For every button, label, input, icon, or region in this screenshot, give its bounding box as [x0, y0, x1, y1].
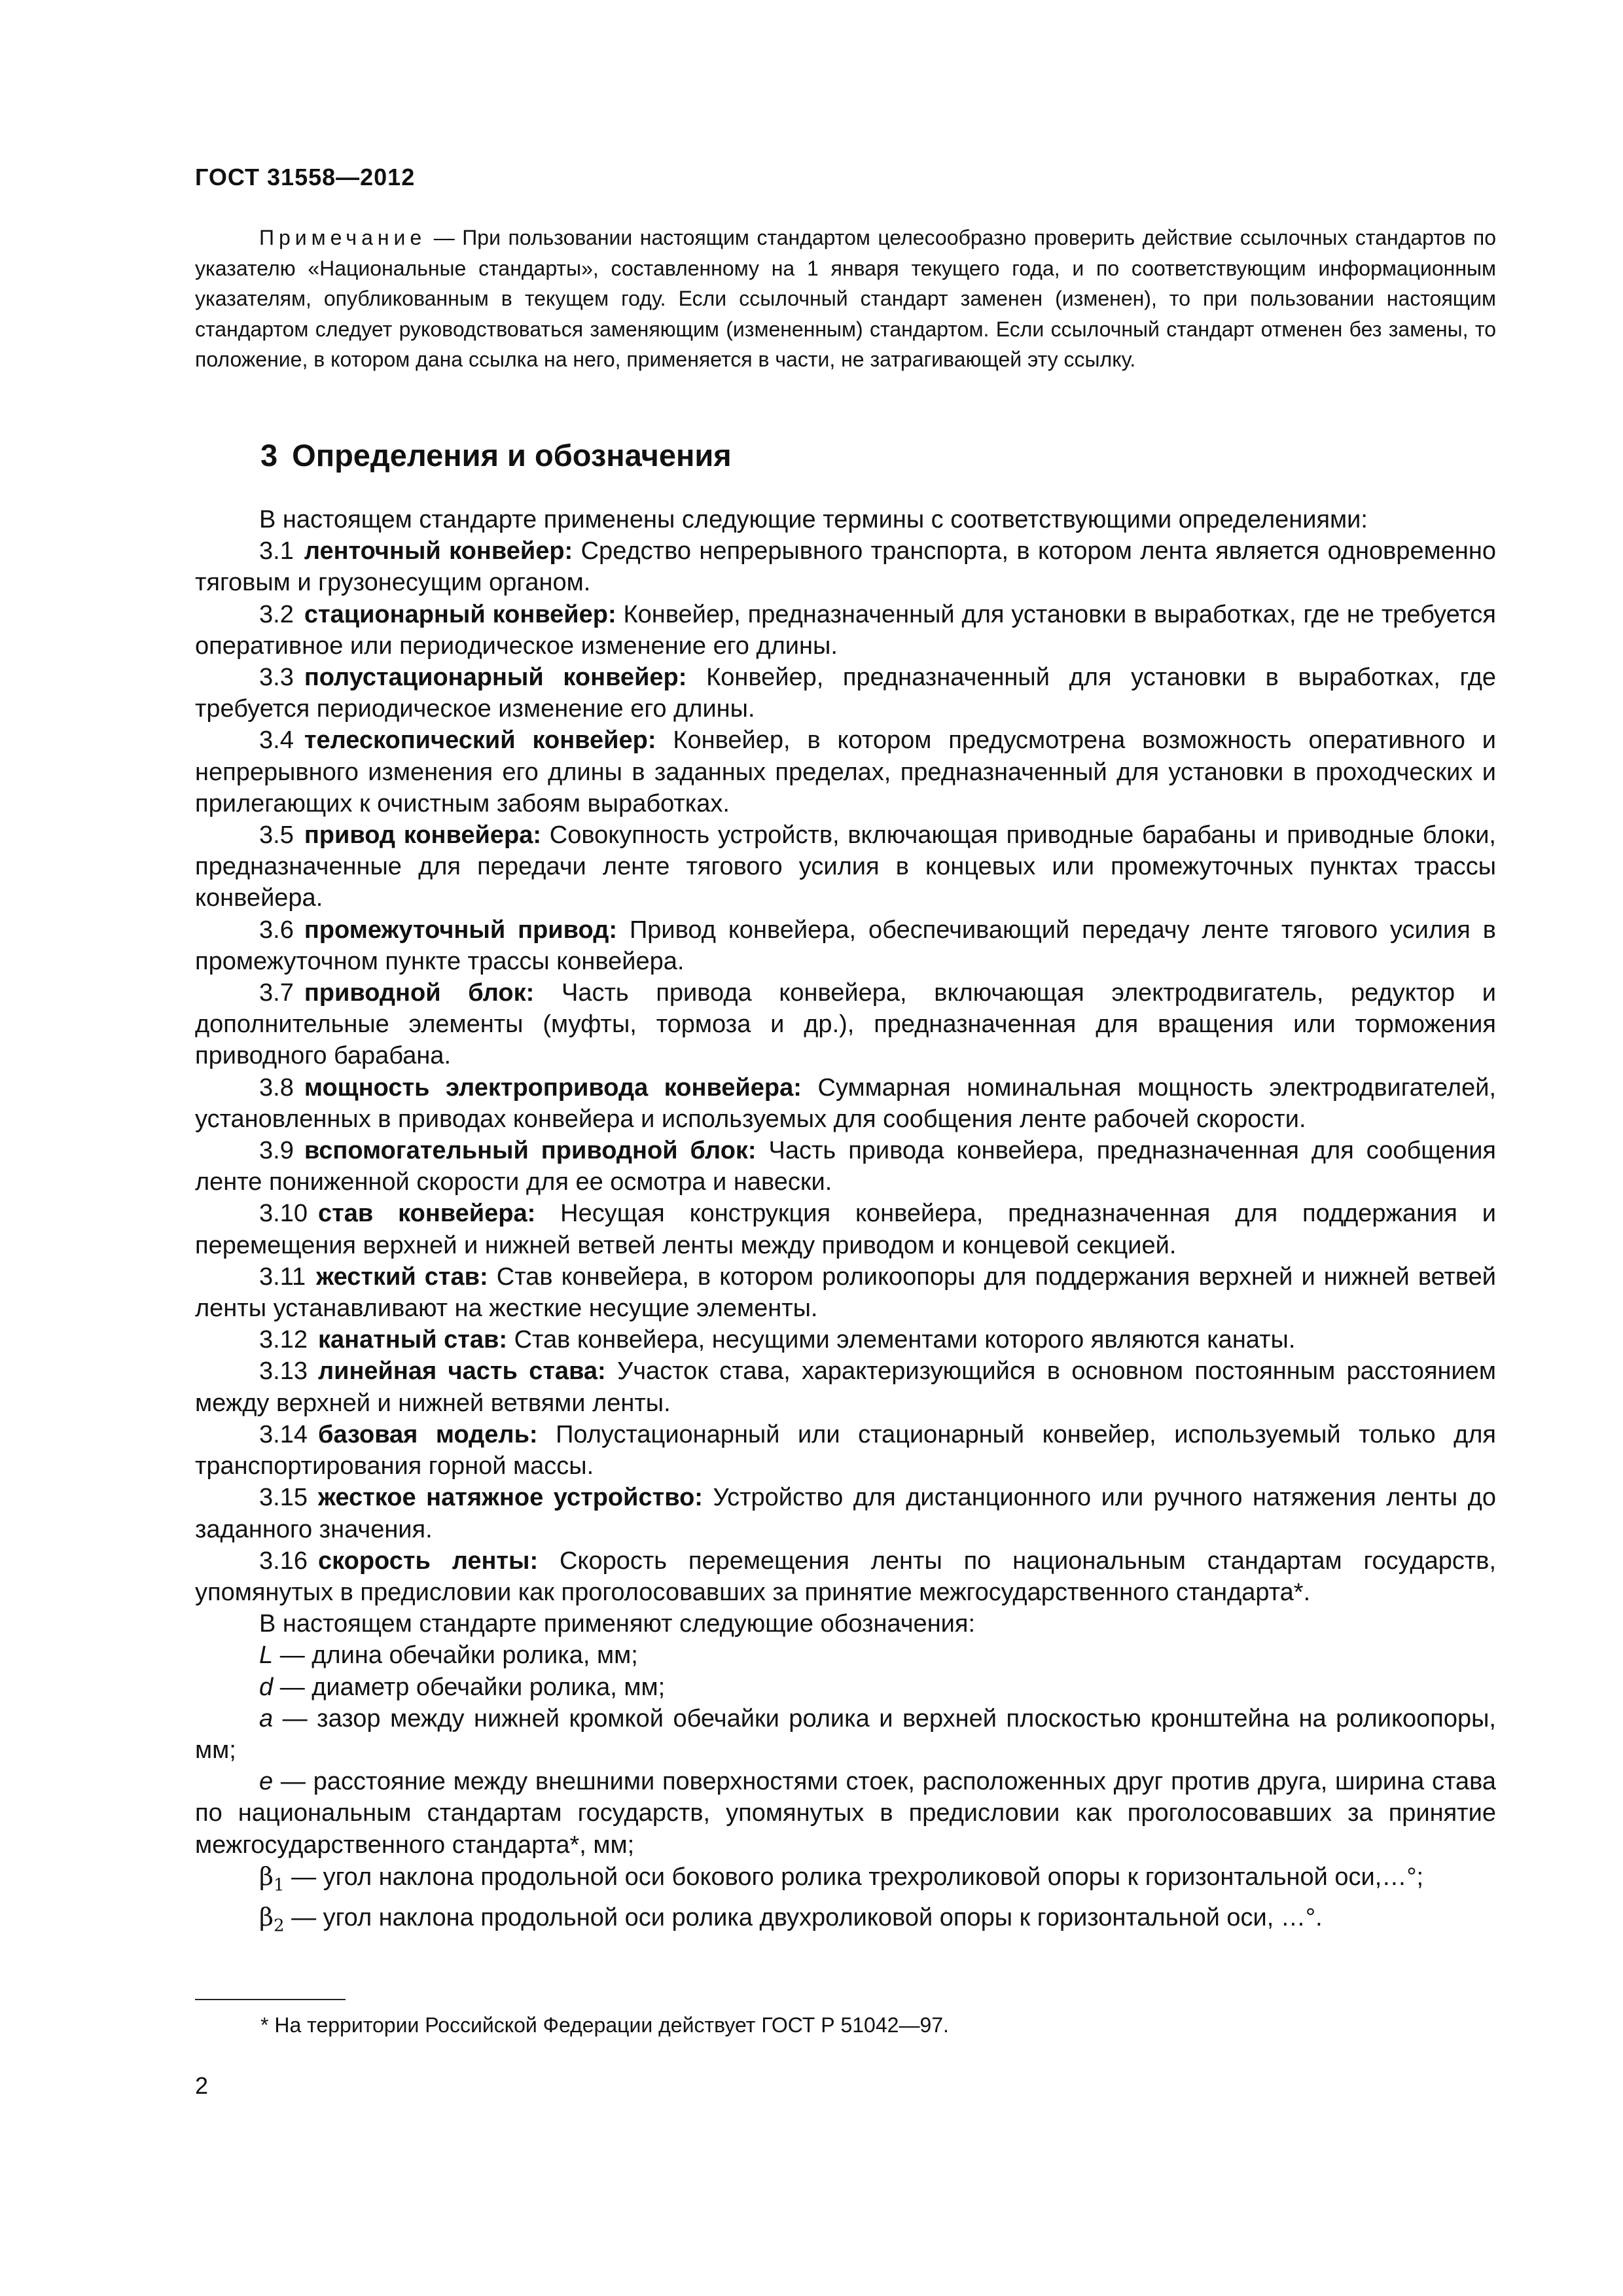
angle-text: — угол наклона продольной оси ролика двухроликовой опоры к горизонтальной оси, …°. — [284, 1903, 1323, 1931]
term-number: 3.10 — [259, 1200, 308, 1228]
term-number: 3.14 — [259, 1420, 308, 1448]
term-text: Участок става, характеризующийся в основном постоянным расстоянием между верхней и нижней ветвями ленты. — [195, 1357, 1496, 1417]
symbol: d — [259, 1673, 274, 1701]
section-number: 3 — [260, 438, 278, 473]
symbol-definition — [195, 1703, 1496, 1766]
term-definition — [195, 662, 1496, 725]
term-definition — [195, 599, 1496, 662]
angle-letter: β — [259, 1902, 274, 1931]
term-text: Конвейер, предназначенный для установки в выработках, где не требуется оперативное или периодическое изменение его длины. — [195, 600, 1497, 660]
term-definition — [195, 977, 1496, 1072]
term-number: 3.8 — [259, 1073, 294, 1102]
document-id-header: ГОСТ 31558—2012 — [195, 164, 416, 190]
term-number: 3.5 — [259, 821, 294, 850]
term-definition — [195, 819, 1496, 914]
term-definition — [195, 535, 1496, 598]
note-paragraph — [195, 223, 1496, 375]
term-text: Средство непрерывного транспорта, в котором лента является одновременно тяговым и грузонесущим органом. — [195, 537, 1496, 597]
term-definition — [195, 1072, 1496, 1135]
term-name: стационарный конвейер: — [304, 600, 616, 628]
symbol-text: — длина обечайки ролика, мм; — [273, 1641, 638, 1670]
term-number: 3.7 — [259, 979, 294, 1007]
term-definition — [195, 1135, 1496, 1198]
term-definition — [195, 1261, 1496, 1324]
term-number: 3.15 — [259, 1484, 308, 1512]
term-definition — [195, 914, 1496, 977]
term-text: Привод конвейера, обеспечивающий передачу ленте тягового усилия в промежуточном пункте трассы конвейера. — [195, 916, 1496, 975]
term-name: канатный став: — [317, 1326, 508, 1354]
angle-subscript: 1 — [273, 1875, 285, 1895]
term-name: жесткий став: — [316, 1263, 488, 1291]
term-text: Часть привода конвейера, включающая электродвигатель, редуктор и дополнительные элементы (муфты, тормоза и др.), предназначенная для вращения или торможения приводного барабана. — [195, 979, 1496, 1070]
symbols-intro: В настоящем стандарте применяют следующие обозначения: — [259, 1610, 976, 1638]
term-name: полустационарный конвейер: — [304, 664, 687, 692]
term-number: 3.12 — [259, 1326, 308, 1354]
symbol: e — [259, 1768, 274, 1796]
symbol-definition — [195, 1766, 1496, 1861]
term-name: промежуточный привод: — [304, 916, 618, 944]
symbol-definition — [195, 1672, 1496, 1703]
footnote-divider — [195, 1999, 346, 2000]
term-definition — [195, 1545, 1496, 1608]
term-name: привод конвейера: — [304, 821, 541, 850]
term-text: Скорость перемещения ленты по национальным стандартам государств, упомянутых в предисловии как проголосовавших за принятие межгосударственного стандарта*. — [195, 1547, 1496, 1606]
term-number: 3.13 — [259, 1357, 308, 1386]
angle-definition — [195, 1861, 1496, 1901]
note-text: — При пользовании настоящим стандартом целесообразно проверить действие ссылочных стандартов по указателю «Национальные стандарты», составленному на 1 января текущего года, и по соответствующим информационным указателям, опубликованным в текущем году. Если ссылочный стандарт заменен (изменен), то при пользовании настоящим стандартом следует руководствоваться заменяющим (измененным) стандартом. Если ссылочный стандарт отменен без замены, то положение, в котором дана ссылка на него, применяется в части, не затрагивающей эту ссылку. — [195, 226, 1496, 371]
term-text: Конвейер, предназначенный для установки в выработках, где требуется периодическое изменение его длины. — [195, 664, 1496, 723]
term-definition — [195, 1324, 1496, 1355]
symbol: a — [259, 1704, 274, 1732]
term-name: ленточный конвейер: — [304, 537, 573, 565]
term-name: вспомогательный приводной блок: — [304, 1137, 757, 1165]
term-number: 3.16 — [259, 1547, 308, 1575]
term-number: 3.11 — [259, 1263, 306, 1291]
term-name: став конвейера: — [317, 1200, 536, 1228]
section-heading — [260, 437, 732, 473]
term-text: Устройство для дистанционного или ручного натяжения ленты до заданного значения. — [195, 1484, 1496, 1543]
term-name: приводной блок: — [304, 979, 535, 1007]
term-text: Совокупность устройств, включающая приводные барабаны и приводные блоки, предназначенные для передачи ленте тягового усилия в концевых или промежуточных пунктах трассы конвейера. — [195, 821, 1496, 912]
term-name: жесткое натяжное устройство: — [317, 1484, 703, 1512]
symbol-text: — расстояние между внешними поверхностями стоек, расположенных друг против друга, ширина става по национальным стандартам государств, упомянутых в предисловии как проголосовавших за принятие межгосударственного стандарта*, мм; — [195, 1768, 1496, 1859]
term-name: линейная часть става: — [317, 1357, 606, 1386]
term-number: 3.9 — [259, 1137, 294, 1165]
term-text: Конвейер, в котором предусмотрена возможность оперативного и непрерывного изменения его длины в заданных пределах, предназначенный для установки в проходческих и прилегающих к очистным забоям выработках. — [195, 726, 1496, 817]
symbol-text: — диаметр обечайки ролика, мм; — [273, 1673, 666, 1701]
term-definition — [195, 1482, 1496, 1545]
term-number: 3.6 — [259, 916, 294, 944]
section-title: Определения и обозначения — [292, 438, 732, 473]
section-intro: В настоящем стандарте применены следующие термины с соответствующими определениями: — [259, 506, 1368, 533]
term-text: Несущая конструкция конвейера, предназначенная для поддержания и перемещения верхней и нижней ветвей ленты между приводом и концевой секцией. — [195, 1200, 1497, 1259]
term-name: мощность электропривода конвейера: — [304, 1073, 802, 1102]
symbol: L — [259, 1641, 274, 1670]
term-name: телескопический конвейер: — [304, 726, 656, 755]
angle-definition — [195, 1901, 1496, 1942]
term-text: Суммарная номинальная мощность электродвигателей, установленных в приводах конвейера и используемых для сообщения ленте рабочей скорости. — [195, 1073, 1496, 1133]
term-text: Полустационарный или стационарный конвейер, используемый только для транспортирования горной массы. — [195, 1420, 1496, 1480]
note-label: Примечание — [259, 226, 427, 249]
term-number: 3.3 — [259, 664, 294, 692]
term-definition — [195, 725, 1496, 819]
term-number: 3.1 — [259, 537, 294, 565]
term-definition — [195, 1355, 1496, 1418]
angle-text: — угол наклона продольной оси бокового ролика трехроликовой опоры к горизонтальной оси,…°; — [284, 1863, 1424, 1891]
section-body — [195, 504, 1496, 1941]
angle-symbol — [259, 1902, 285, 1936]
term-name: базовая модель: — [317, 1420, 538, 1448]
term-text: Став конвейера, в котором роликоопоры для поддержания верхней и нижней ветвей ленты устанавливают на жесткие несущие элементы. — [195, 1263, 1497, 1323]
symbol-text: — зазор между нижней кромкой обечайки ролика и верхней плоскостью кронштейна на роликоопоры, мм; — [195, 1704, 1496, 1764]
angle-subscript: 2 — [273, 1916, 285, 1936]
term-definition — [195, 1198, 1496, 1261]
angle-symbol — [259, 1861, 285, 1895]
symbol-definition — [195, 1640, 1496, 1671]
term-number: 3.4 — [259, 726, 294, 755]
page-number: 2 — [195, 2072, 209, 2099]
term-text: Став конвейера, несущими элементами которого являются канаты. — [507, 1326, 1296, 1354]
term-name: скорость ленты: — [317, 1547, 539, 1575]
term-text: Часть привода конвейера, предназначенная для сообщения ленте пониженной скорости для ее осмотра и навески. — [195, 1137, 1496, 1196]
term-number: 3.2 — [259, 600, 294, 628]
footnote: * На территории Российской Федерации действует ГОСТ Р 51042—97. — [260, 2013, 949, 2037]
angle-letter: β — [259, 1861, 274, 1891]
term-definition — [195, 1419, 1496, 1482]
